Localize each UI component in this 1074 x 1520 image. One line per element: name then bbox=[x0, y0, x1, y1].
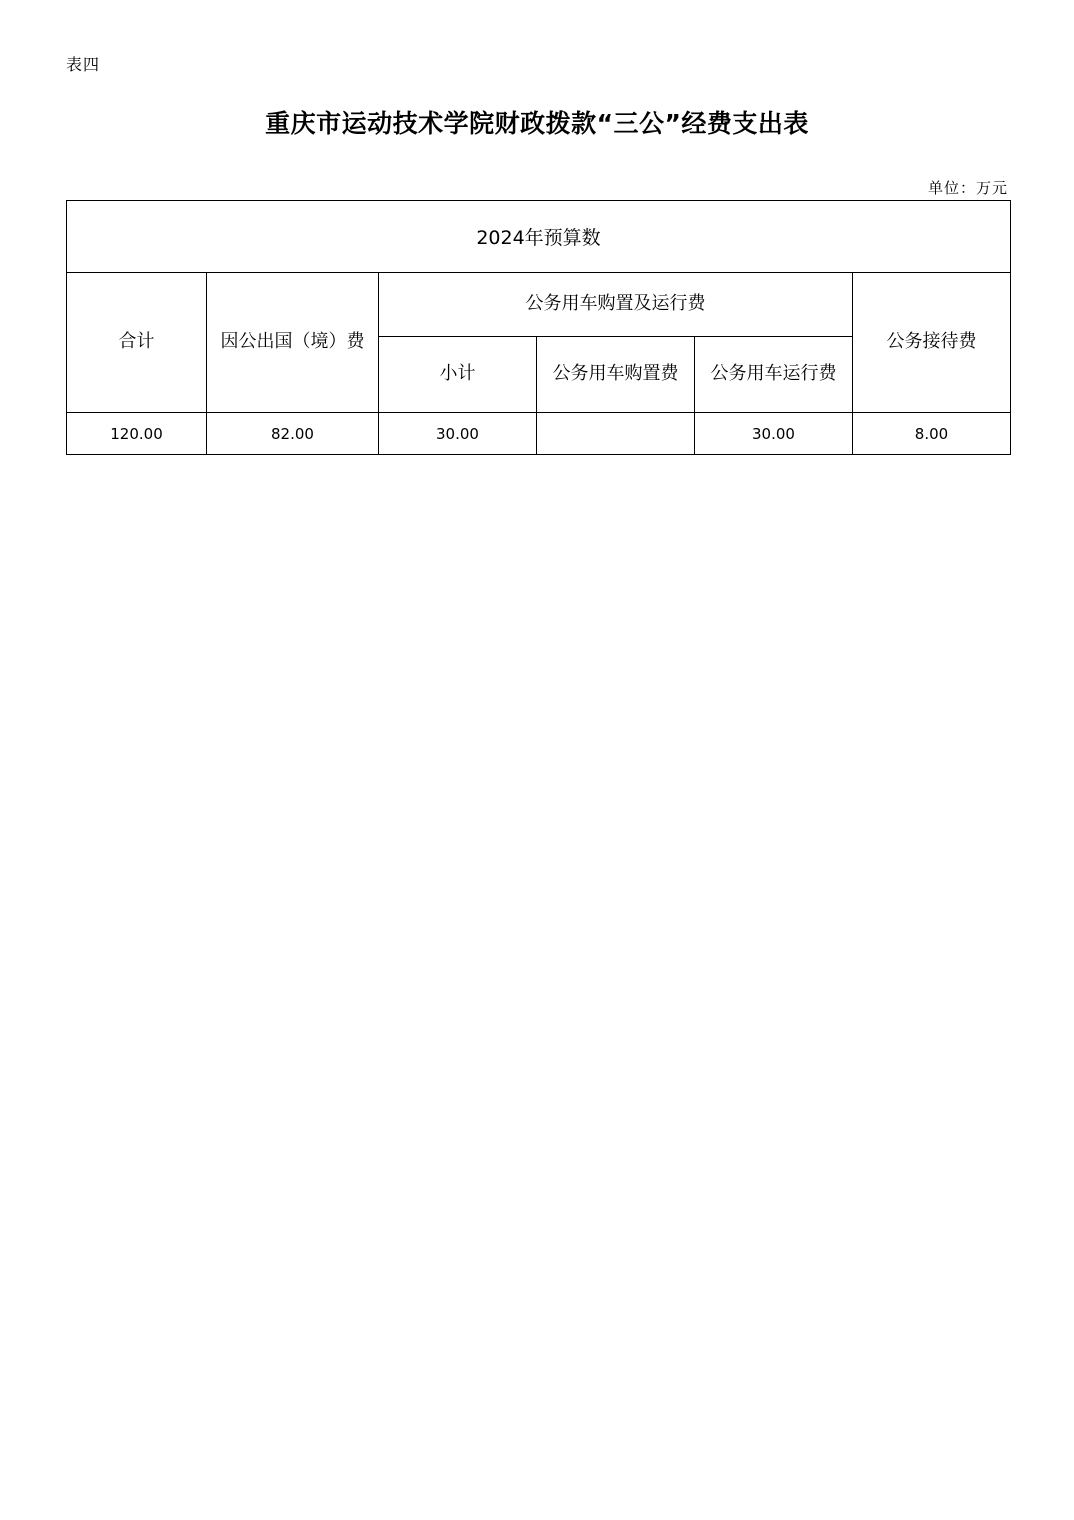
cell-vehicle-operation: 30.00 bbox=[695, 413, 853, 455]
header-vehicle-subtotal: 小计 bbox=[379, 337, 537, 413]
cell-total: 120.00 bbox=[67, 413, 207, 455]
sheet-number-label: 表四 bbox=[66, 55, 101, 74]
band-title-cell: 2024年预算数 bbox=[67, 201, 1011, 273]
cell-reception: 8.00 bbox=[853, 413, 1011, 455]
cell-vehicle-subtotal: 30.00 bbox=[379, 413, 537, 455]
table-row-header-top bbox=[67, 273, 1011, 337]
header-abroad: 因公出国（境）费 bbox=[207, 273, 379, 413]
page-title: 重庆市运动技术学院财政拨款“三公”经费支出表 bbox=[265, 109, 809, 138]
header-vehicle-operation: 公务用车运行费 bbox=[695, 337, 853, 413]
header-vehicle-group: 公务用车购置及运行费 bbox=[379, 273, 853, 337]
header-reception: 公务接待费 bbox=[853, 273, 1011, 413]
header-vehicle-purchase: 公务用车购置费 bbox=[537, 337, 695, 413]
header-total: 合计 bbox=[67, 273, 207, 413]
cell-vehicle-purchase bbox=[537, 413, 695, 455]
table-row bbox=[67, 413, 1011, 455]
table-row-band bbox=[67, 201, 1011, 273]
unit-note: 单位：万元 bbox=[927, 179, 1008, 197]
budget-table bbox=[66, 200, 1011, 455]
cell-abroad: 82.00 bbox=[207, 413, 379, 455]
